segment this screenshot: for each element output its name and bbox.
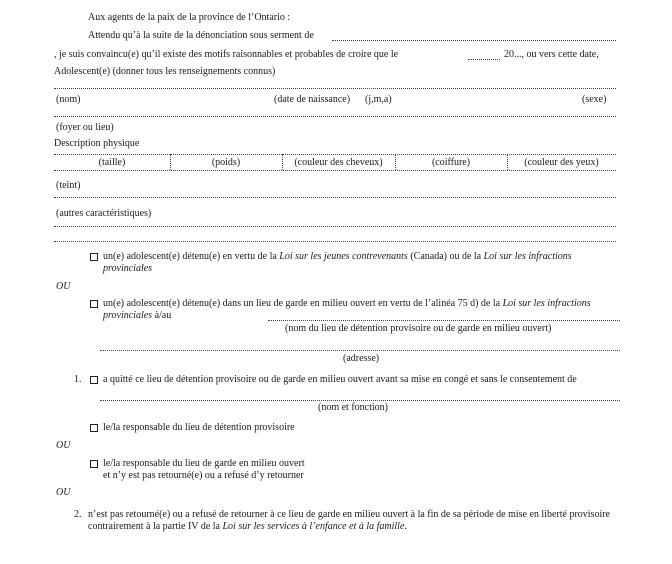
item2-text-a: n’est pas retourné(e) ou a refusé de retourner à ce lieu de garde en milieu ouvert à la fin de sa période de mise en liberté provisoire contrairement à la partie IV de la bbox=[88, 509, 610, 532]
option2-text bbox=[103, 298, 621, 322]
coiffure-cell: (coiffure) bbox=[431, 157, 471, 168]
addressee-line: Aux agents de la paix de la province de l’Ontario : bbox=[88, 12, 291, 23]
jma-label: (j,m,a) bbox=[365, 94, 392, 105]
autres-label: (autres caractéristiques) bbox=[56, 208, 152, 219]
adolescent-heading: Adolescent(e) (donner tous les renseignements connus) bbox=[54, 66, 276, 77]
ou-separator-3: OU bbox=[56, 487, 71, 498]
attendu-label: Attendu qu’à la suite de la dénonciation sous serment de bbox=[88, 30, 314, 41]
option1-checkbox[interactable] bbox=[90, 253, 98, 261]
foyer-label: (foyer ou lieu) bbox=[56, 122, 114, 133]
option1-law2: Loi sur les infractions provinciales bbox=[103, 251, 572, 274]
table-bottom-border bbox=[54, 170, 616, 171]
date-naissance-label: (date de naissance) bbox=[274, 94, 351, 105]
resp1-checkbox[interactable] bbox=[90, 424, 98, 432]
teint-label: (teint) bbox=[56, 180, 81, 191]
resp1-text: le/la responsable du lieu de détention provisoire bbox=[103, 422, 295, 433]
nom-fonction-label: (nom et fonction) bbox=[318, 402, 388, 413]
description-heading: Description physique bbox=[54, 138, 140, 149]
cheveux-cell: (couleur des cheveux) bbox=[294, 157, 383, 168]
option1-law1: Loi sur les jeunes contrevenants bbox=[279, 251, 408, 262]
option1-text-a: un(e) adolescent(e) détenu(e) en vertu de la bbox=[103, 251, 280, 262]
informant-name-field[interactable] bbox=[332, 40, 616, 41]
option1-text bbox=[103, 251, 621, 275]
item1-number: 1. bbox=[74, 374, 82, 385]
date-field[interactable] bbox=[468, 59, 500, 60]
autres-line-2[interactable] bbox=[54, 241, 616, 242]
option2-text-a: un(e) adolescent(e) détenu(e) dans un lieu de garde en milieu ouvert en vertu de l’alinéa 75 d) de la bbox=[103, 298, 503, 309]
item1-checkbox[interactable] bbox=[90, 376, 98, 384]
convaincu-label: , je suis convaincu(e) qu’il existe des motifs raisonnables et probables de croire que le bbox=[54, 49, 399, 60]
item2-number: 2. bbox=[74, 509, 82, 520]
resp2-line1: le/la responsable du lieu de garde en milieu ouvert bbox=[103, 458, 305, 469]
yeux-cell: (couleur des yeux) bbox=[524, 157, 599, 168]
option2-law: Loi sur les infractions provinciales bbox=[103, 298, 591, 321]
ou-separator-2: OU bbox=[56, 440, 71, 451]
sexe-label: (sexe) bbox=[582, 94, 607, 105]
poids-cell: (poids) bbox=[211, 157, 241, 168]
item2-text-b: . bbox=[404, 521, 407, 532]
nom-lieu-label: (nom du lieu de détention provisoire ou de garde en milieu ouvert) bbox=[285, 323, 552, 334]
option1-text-b: (Canada) ou de la bbox=[407, 251, 484, 262]
autres-line-1[interactable] bbox=[54, 226, 616, 227]
consent-line[interactable] bbox=[100, 400, 620, 401]
item2-law: Loi sur les services à l’enfance et à la famille bbox=[222, 521, 405, 532]
item2-text bbox=[88, 509, 621, 533]
table-top-border bbox=[54, 154, 616, 155]
ou-separator-1: OU bbox=[56, 281, 71, 292]
nom-label: (nom) bbox=[56, 94, 81, 105]
resp2-checkbox[interactable] bbox=[90, 460, 98, 468]
taille-cell: (taille) bbox=[98, 157, 126, 168]
year-suffix: 20..., ou vers cette date, bbox=[504, 49, 599, 60]
teint-line[interactable] bbox=[54, 197, 616, 198]
foyer-line[interactable] bbox=[54, 116, 616, 117]
option2-text-b: à/au bbox=[152, 310, 172, 321]
item1-text: a quitté ce lieu de détention provisoire ou de garde en milieu ouvert avant sa mise en congé et sans le consentement de bbox=[103, 374, 577, 385]
adresse-label: (adresse) bbox=[343, 353, 380, 364]
resp2-line2: et n’y est pas retourné(e) ou a refusé d’y retourner bbox=[103, 470, 304, 481]
option2-checkbox[interactable] bbox=[90, 300, 98, 308]
adresse-line[interactable] bbox=[100, 350, 620, 351]
name-line[interactable] bbox=[54, 88, 616, 89]
lieu-name-line[interactable] bbox=[268, 320, 620, 321]
